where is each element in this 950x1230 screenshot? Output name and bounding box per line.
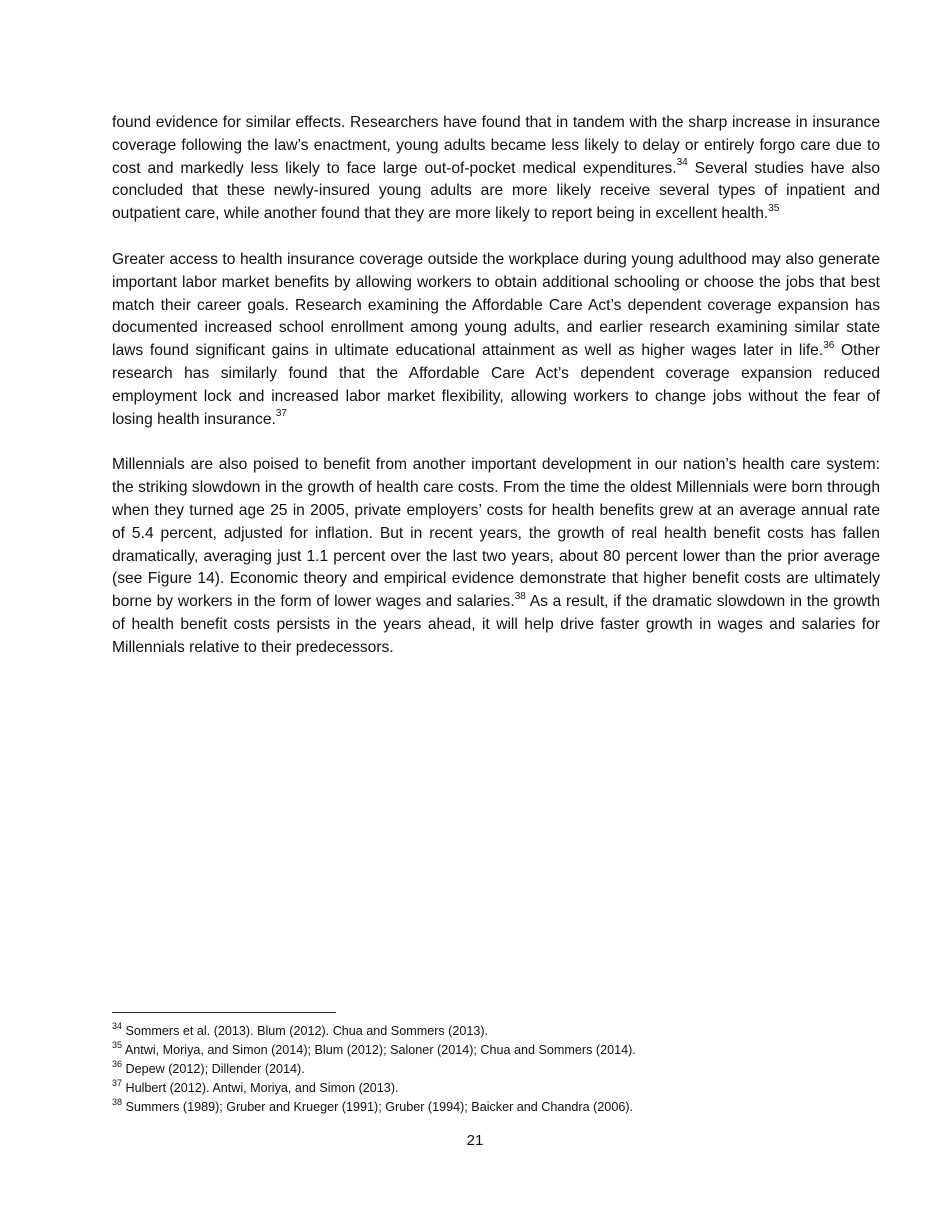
footnote-reference: 36 <box>823 339 835 351</box>
footnote-separator <box>112 1012 336 1013</box>
footnote-text: Summers (1989); Gruber and Krueger (1991); Gruber (1994); Baicker and Chandra (2006). <box>122 1100 634 1114</box>
paragraph-cost-slowdown <box>112 454 880 659</box>
footnote-reference: 37 <box>275 408 287 420</box>
page-number: 21 <box>466 1132 484 1149</box>
footnote-number: 38 <box>112 1096 123 1107</box>
paragraph-text: found evidence for similar effects. Researchers have found that in tandem with the sharp increase in insurance coverage following the law’s enactment, young adults became less likely to delay or entirely forgo care due to cost and markedly less likely to face large out-of-pocket medical expenditures. <box>112 114 880 177</box>
footnote-number: 37 <box>112 1077 123 1088</box>
paragraph-text: As a result, if the dramatic slowdown in the growth of health benefit costs persists in the years ahead, it will help drive faster growth in wages and salaries for Millennials relative to their predecessors. <box>112 593 880 656</box>
paragraph-text: Millennials are also poised to benefit from another important development in our nation’s health care system: the striking slowdown in the growth of health care costs. From the time the oldest Millennials were born through when they turned age 25 in 2005, private employers’ costs for health benefits grew at an average annual rate of 5.4 percent, adjusted for inflation. But in recent years, the growth of real health benefit costs has fallen dramatically, averaging just 1.1 percent over the last two years, about 80 percent lower than the prior average (see Figure 14). Economic theory and empirical evidence demonstrate that higher benefit costs are ultimately borne by workers in the form of lower wages and salaries. <box>112 456 880 611</box>
body-text <box>112 112 880 683</box>
footnote-reference: 35 <box>768 203 780 214</box>
paragraph-text: Other research has similarly found that the Affordable Care Act’s dependent coverage expansion reduced employment lock and increased labor market flexibility, allowing workers to change jobs without the fear of losing health insurance. <box>112 342 880 428</box>
footnote-item <box>112 1041 880 1060</box>
footnote-item <box>112 1022 880 1041</box>
footnote-number: 36 <box>112 1058 123 1069</box>
footnote-reference: 34 <box>676 157 688 169</box>
footnote-reference: 38 <box>514 590 526 602</box>
paragraph-health-coverage-effects <box>112 112 880 226</box>
paragraph-text: Greater access to health insurance coverage outside the workplace during young adulthood may also generate important labor market benefits by allowing workers to obtain additional schooling or choose the jobs that best match their career goals. Research examining the Affordable Care Act’s dependent coverage expansion has documented increased school enrollment among young adults, and earlier research examining similar state laws found significant gains in ultimate educational attainment as well as higher wages later in life. <box>112 250 880 360</box>
footnote-item <box>112 1079 880 1098</box>
footnote-item <box>112 1060 880 1079</box>
footnote-text: Antwi, Moriya, and Simon (2014); Blum (2012); Saloner (2014); Chua and Sommers (2014). <box>122 1043 636 1057</box>
paragraph-labor-market-benefits <box>112 249 880 431</box>
paragraph-text: Several studies have also concluded that these newly-insured young adults are more likely receive several types of inpatient and outpatient care, while another found that they are more likely to report being in excellent health. <box>112 159 880 223</box>
footnote-item <box>112 1098 880 1117</box>
footnote-text: Sommers et al. (2013). Blum (2012). Chua and Sommers (2013). <box>122 1024 489 1038</box>
footnote-text: Hulbert (2012). Antwi, Moriya, and Simon (2013). <box>122 1081 399 1095</box>
footnote-number: 35 <box>112 1039 123 1050</box>
footnote-number: 34 <box>112 1020 123 1031</box>
footnote-text: Depew (2012); Dillender (2014). <box>122 1062 305 1076</box>
footnotes <box>112 1022 880 1117</box>
